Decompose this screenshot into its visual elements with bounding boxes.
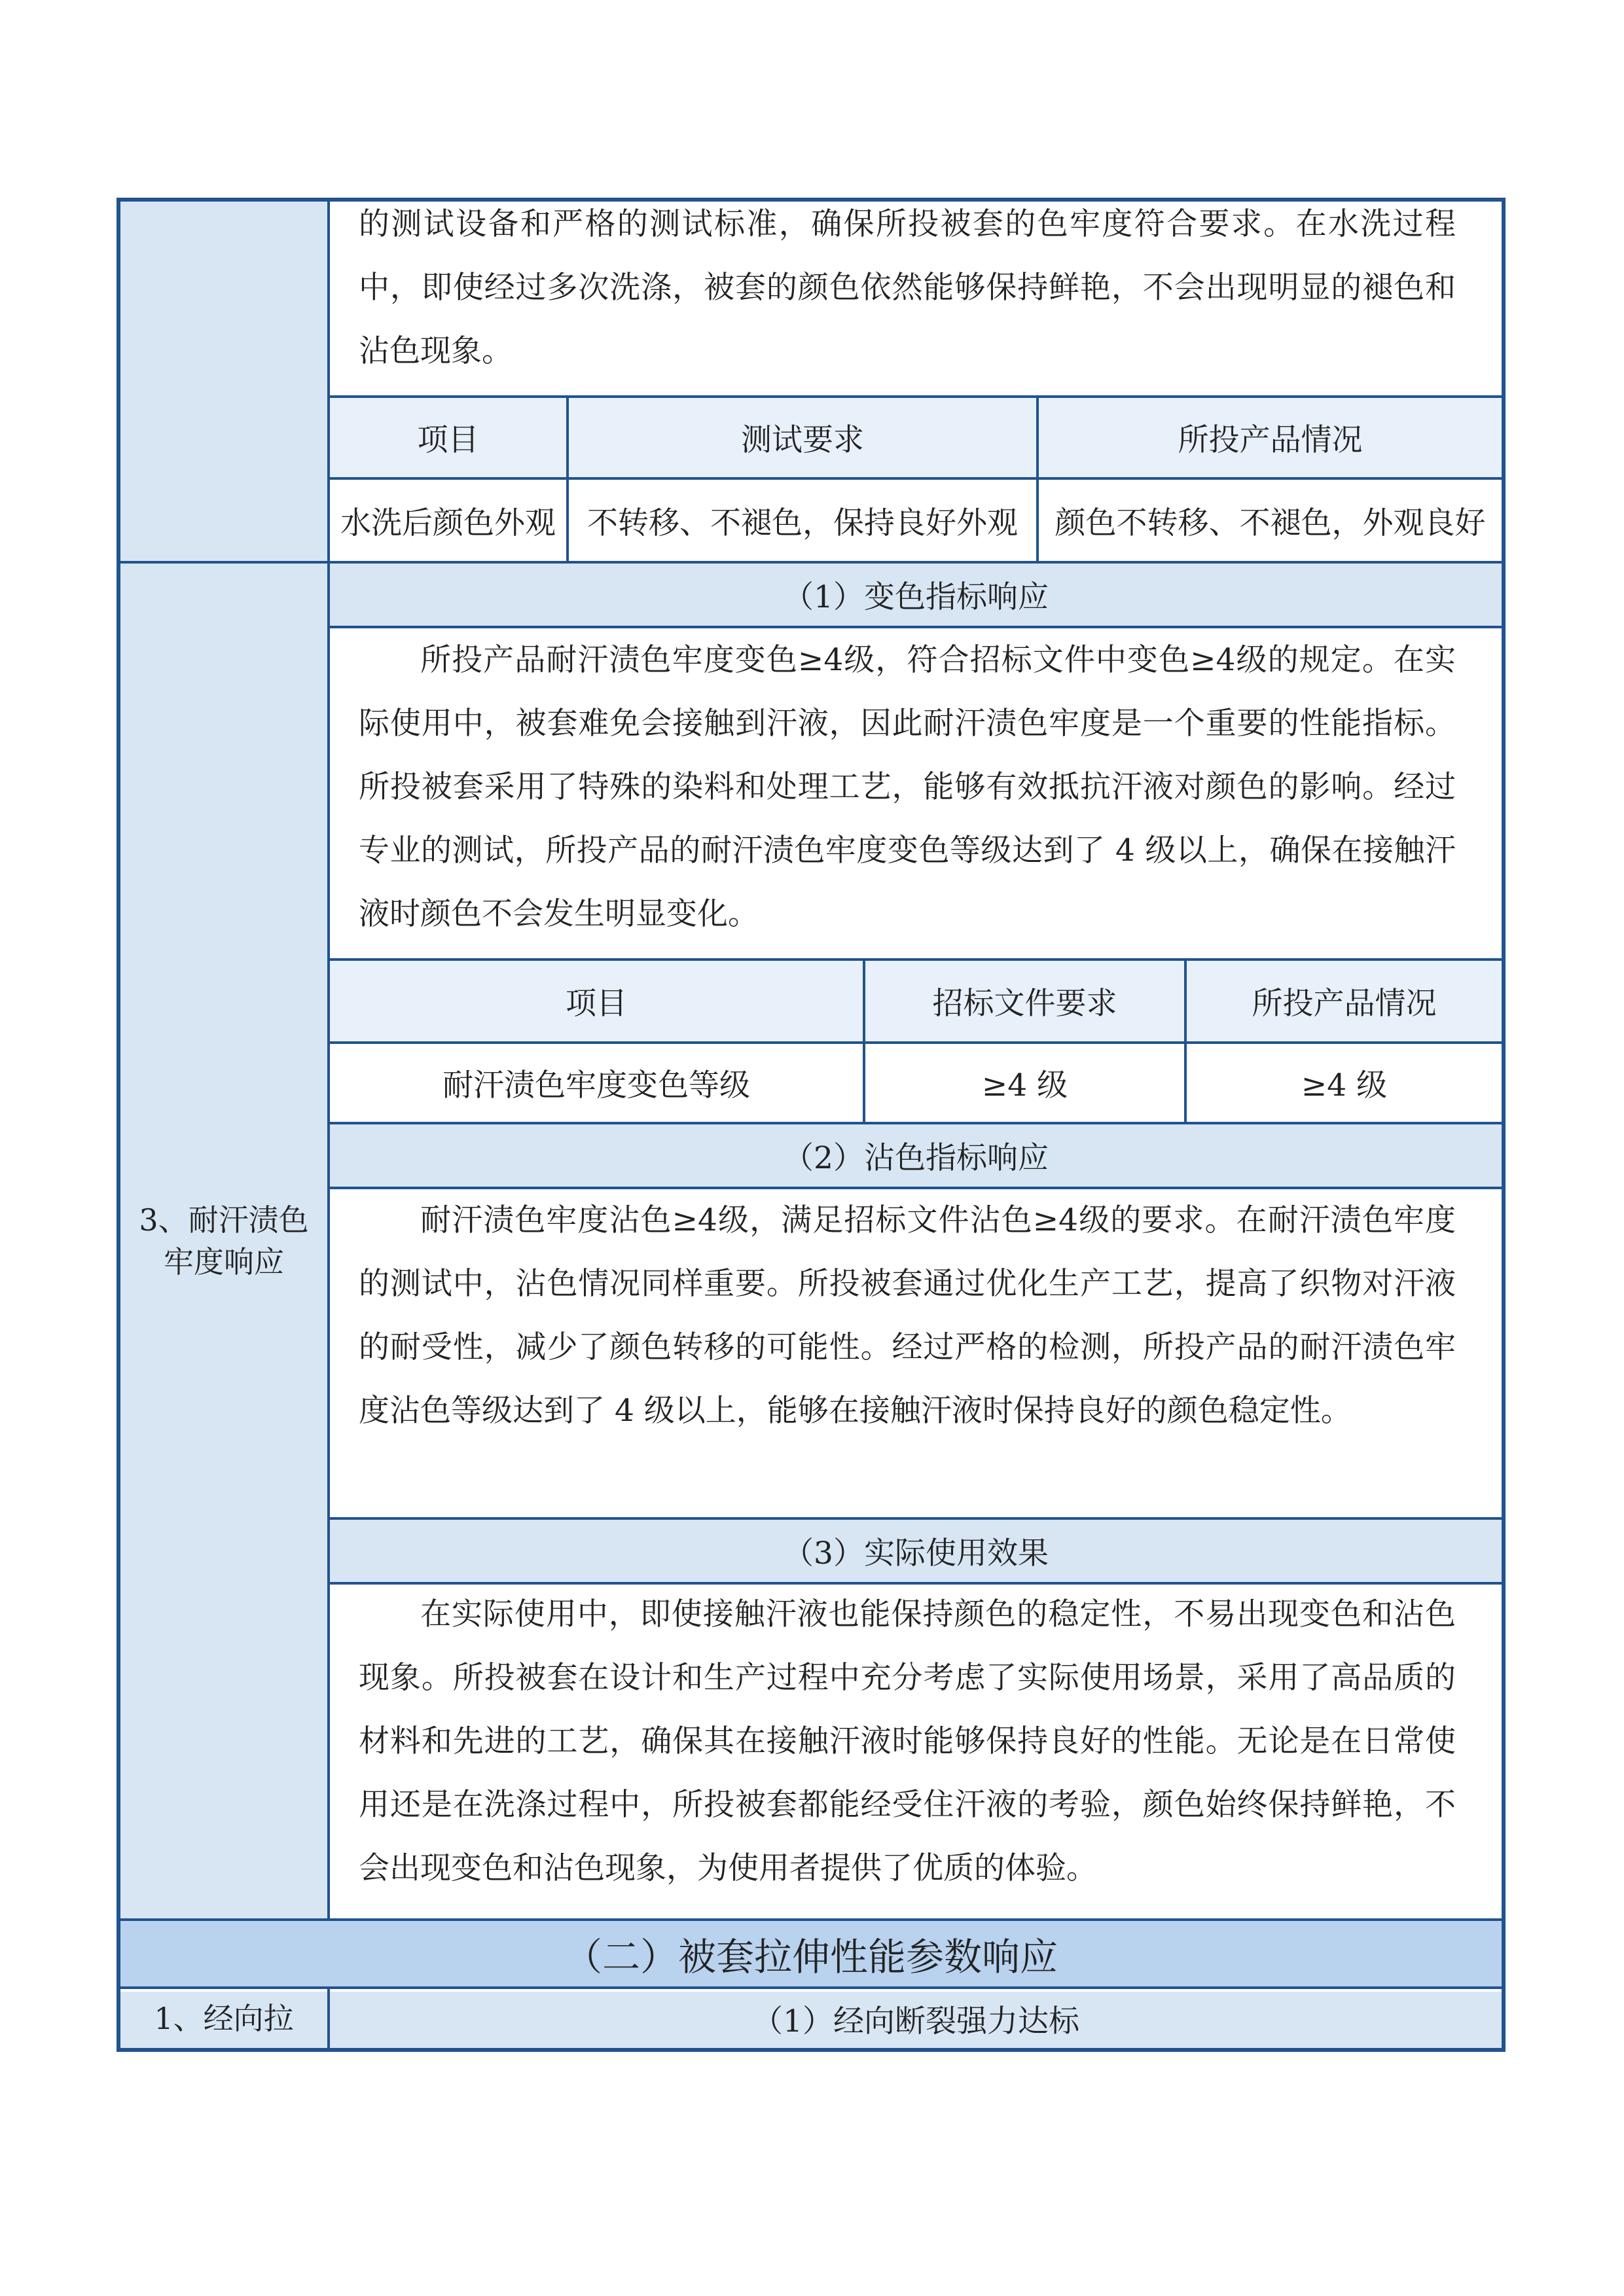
table1-header-product: 所投产品情况 [1178, 422, 1363, 458]
table1-cell-item: 水洗后颜色外观 [340, 505, 556, 541]
section3-label: 3、耐汗渍色牢度响应 [139, 1202, 309, 1280]
table1-header-item: 项目 [417, 422, 479, 458]
table2-cell-item: 耐汗渍色牢度变色等级 [442, 1067, 750, 1103]
table2-cell-requirement: ≥4 级 [981, 1067, 1068, 1103]
table2-header-requirement: 招标文件要求 [932, 986, 1117, 1022]
sub3-title: （3）实际使用效果 [783, 1535, 1049, 1571]
table2-header-item: 项目 [566, 986, 627, 1022]
sub1-paragraph: 所投产品耐汗渍色牢度变色≥4级，符合招标文件中变色≥4级的规定。在实际使用中，被套难免会接触到汗液，因此耐汗渍色牢度是一个重要的性能指标。所投被套采用了特殊的染料和处理工艺，能够有效抵抗汗液对颜色的影响。经过专业的测试，所投产品的耐汗渍色牢度变色等级达到了 4 级以上，确保在接触汗液时颜色不会发生明显变化。 [359, 642, 1456, 932]
section-two-title: （二）被套拉伸性能参数响应 [564, 1935, 1058, 1979]
sub2-title: （2）沾色指标响应 [783, 1140, 1049, 1176]
table2-header-product: 所投产品情况 [1252, 986, 1437, 1022]
table1-cell-requirement: 不转移、不褪色，保持良好外观 [587, 505, 1018, 541]
section4-label: 1、经向拉 [154, 2001, 294, 2036]
sub1-title: （1）变色指标响应 [783, 579, 1049, 615]
top-paragraph: 的测试设备和严格的测试标准，确保所投被套的色牢度符合要求。在水洗过程中，即使经过多次洗涤，被套的颜色依然能够保持鲜艳，不会出现明显的褪色和沾色现象。 [359, 206, 1456, 369]
sub4-title: （1）经向断裂强力达标 [752, 2003, 1079, 2039]
table1-header-requirement: 测试要求 [741, 422, 864, 458]
table2-cell-product: ≥4 级 [1301, 1067, 1388, 1103]
sub3-paragraph: 在实际使用中，即使接触汗液也能保持颜色的稳定性，不易出现变色和沾色现象。所投被套在设计和生产过程中充分考虑了实际使用场景，采用了高品质的材料和先进的工艺，确保其在接触汗液时能够保持良好的性能。无论是在日常使用还是在洗涤过程中，所投被套都能经受住汗液的考验，颜色始终保持鲜艳，不会出现变色和沾色现象，为使用者提供了优质的体验。 [359, 1596, 1456, 1886]
sub2-paragraph: 耐汗渍色牢度沾色≥4级，满足招标文件沾色≥4级的要求。在耐汗渍色牢度的测试中，沾色情况同样重要。所投被套通过优化生产工艺，提高了织物对汗液的耐受性，减少了颜色转移的可能性。经过严格的检测，所投产品的耐汗渍色牢度沾色等级达到了 4 级以上，能够在接触汗液时保持良好的颜色稳定性。 [359, 1202, 1456, 1429]
table1-cell-product: 颜色不转移、不褪色，外观良好 [1055, 505, 1486, 541]
left-label-fill-top [120, 202, 327, 561]
